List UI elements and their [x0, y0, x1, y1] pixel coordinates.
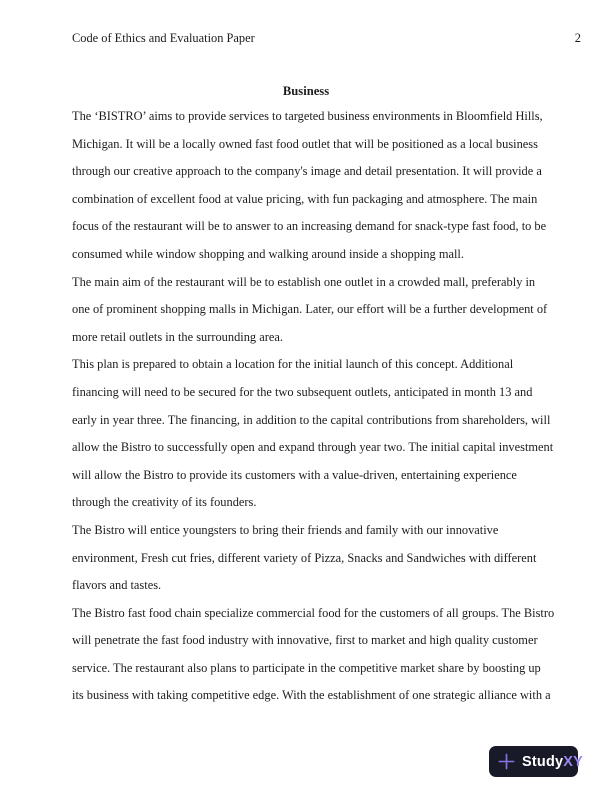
brand-xy-text: XY — [563, 753, 584, 770]
brand-study-text: Study — [522, 753, 564, 770]
text-line: allow the Bistro to successfully open and expand through year two. The initial capital investment — [72, 440, 554, 455]
document-body — [72, 103, 555, 710]
text-line: early in year three. The financing, in addition to the capital contributions from shareholders, will — [72, 412, 551, 427]
paragraph — [72, 351, 554, 517]
text-line: environment, Fresh cut fries, different variety of Pizza, Snacks and Sandwiches with different — [72, 550, 537, 565]
text-line: more retail outlets in the surrounding area. — [72, 329, 283, 344]
text-line: through our creative approach to the company's image and detail presentation. It will provide a — [72, 164, 542, 179]
text-line: through the creativity of its founders. — [72, 495, 257, 510]
text-line: The main aim of the restaurant will be to establish one outlet in a crowded mall, preferably in — [72, 274, 536, 289]
text-line: service. The restaurant also plans to participate in the competitive market share by boosting up — [72, 660, 541, 675]
page-number: 2 — [574, 31, 581, 45]
text-line: combination of excellent food at value pricing, with fun packaging and atmosphere. The main — [72, 191, 538, 206]
paragraph — [72, 600, 555, 710]
running-head: Code of Ethics and Evaluation Paper — [72, 31, 255, 45]
plus-icon — [497, 752, 516, 771]
text-line: its business with taking competitive edge. With the establishment of one strategic alliance with a — [72, 688, 551, 703]
text-line: Michigan. It will be a locally owned fast food outlet that will be positioned as a local business — [72, 136, 538, 151]
text-line: This plan is prepared to obtain a location for the initial launch of this concept. Additional — [72, 357, 514, 372]
text-line: focus of the restaurant will be to answer to an increasing demand for snack-type fast food, to be — [72, 219, 547, 234]
studyxy-logo-badge — [489, 746, 584, 777]
text-line: will allow the Bistro to provide its customers with a value-driven, entertaining experience — [72, 467, 517, 482]
text-line: one of prominent shopping malls in Michigan. Later, our effort will be a further development of — [72, 302, 548, 317]
text-line: The ‘BISTRO’ aims to provide services to targeted business environments in Bloomfield Hills, — [72, 109, 543, 123]
text-line: financing will need to be secured for the two subsequent outlets, anticipated in month 13 and — [72, 384, 533, 399]
text-line: will penetrate the fast food industry with innovative, first to market and high quality customer — [72, 633, 538, 648]
text-line: flavors and tastes. — [72, 578, 162, 593]
text-line: The Bistro fast food chain specialize commercial food for the customers of all groups. The Bistro — [72, 605, 555, 620]
paragraph — [72, 103, 547, 269]
text-line: consumed while window shopping and walking around inside a shopping mall. — [72, 246, 464, 261]
paragraph — [72, 269, 548, 352]
section-heading: Business — [282, 84, 330, 98]
paragraph — [72, 517, 540, 600]
text-line: The Bistro will entice youngsters to bring their friends and family with our innovative — [72, 522, 499, 537]
